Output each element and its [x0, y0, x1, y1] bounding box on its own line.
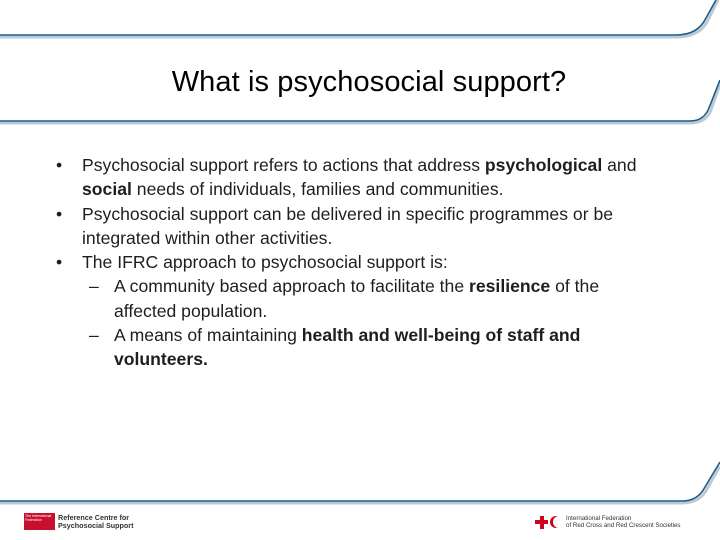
reference-centre-logo: [24, 512, 134, 531]
emphasis-psychological: psychological: [484, 155, 603, 175]
bottom-frame-line: [0, 462, 720, 501]
slide-title: What is psychosocial support?: [171, 66, 567, 98]
sub-bullet-text: A means of maintaining health and well-being of staff and volunteers.: [114, 325, 581, 370]
red-cross-icon: [535, 516, 548, 529]
red-crescent-icon: [550, 516, 562, 528]
sub-bullet-item: [56, 274, 656, 323]
bullet-item: [56, 250, 656, 274]
ifrc-logo-text: International Federation of Red Cross and Red Crescent Societies: [566, 515, 681, 529]
sub-bullet-text: A community based approach to facilitate the resilience of the affected population.: [114, 276, 600, 321]
bottom-frame-shadow: [0, 466, 720, 503]
bullet-text: Psychosocial support refers to actions that address psychological and social needs of individuals, families and communities.: [82, 155, 637, 200]
slide-body: [56, 153, 656, 372]
dash-icon: –: [89, 276, 99, 297]
bullet-text: Psychosocial support can be delivered in specific programmes or be integrated within other activities.: [82, 203, 614, 248]
bullet-item: [56, 202, 656, 251]
emphasis-social: social: [82, 179, 132, 200]
top-frame-shadow: [0, 0, 718, 37]
top-frame-line: [0, 0, 716, 35]
bullet-icon: •: [56, 203, 63, 224]
bullet-icon: •: [56, 155, 63, 175]
bullet-icon: •: [56, 252, 63, 273]
dash-icon: –: [89, 325, 99, 346]
ifrc-logo: [535, 513, 681, 531]
ifrc-badge-icon: The International Federation: [24, 513, 55, 530]
reference-centre-logo-text: Reference Centre for Psychosocial Support: [58, 512, 134, 530]
sub-bullet-item: [56, 323, 656, 372]
emphasis-resilience: resilience: [469, 276, 551, 297]
bullet-item: [56, 153, 656, 202]
emphasis-health: health and well-being of staff and volunteers.: [114, 325, 581, 370]
bullet-text: The IFRC approach to psychosocial support is:: [82, 252, 448, 273]
